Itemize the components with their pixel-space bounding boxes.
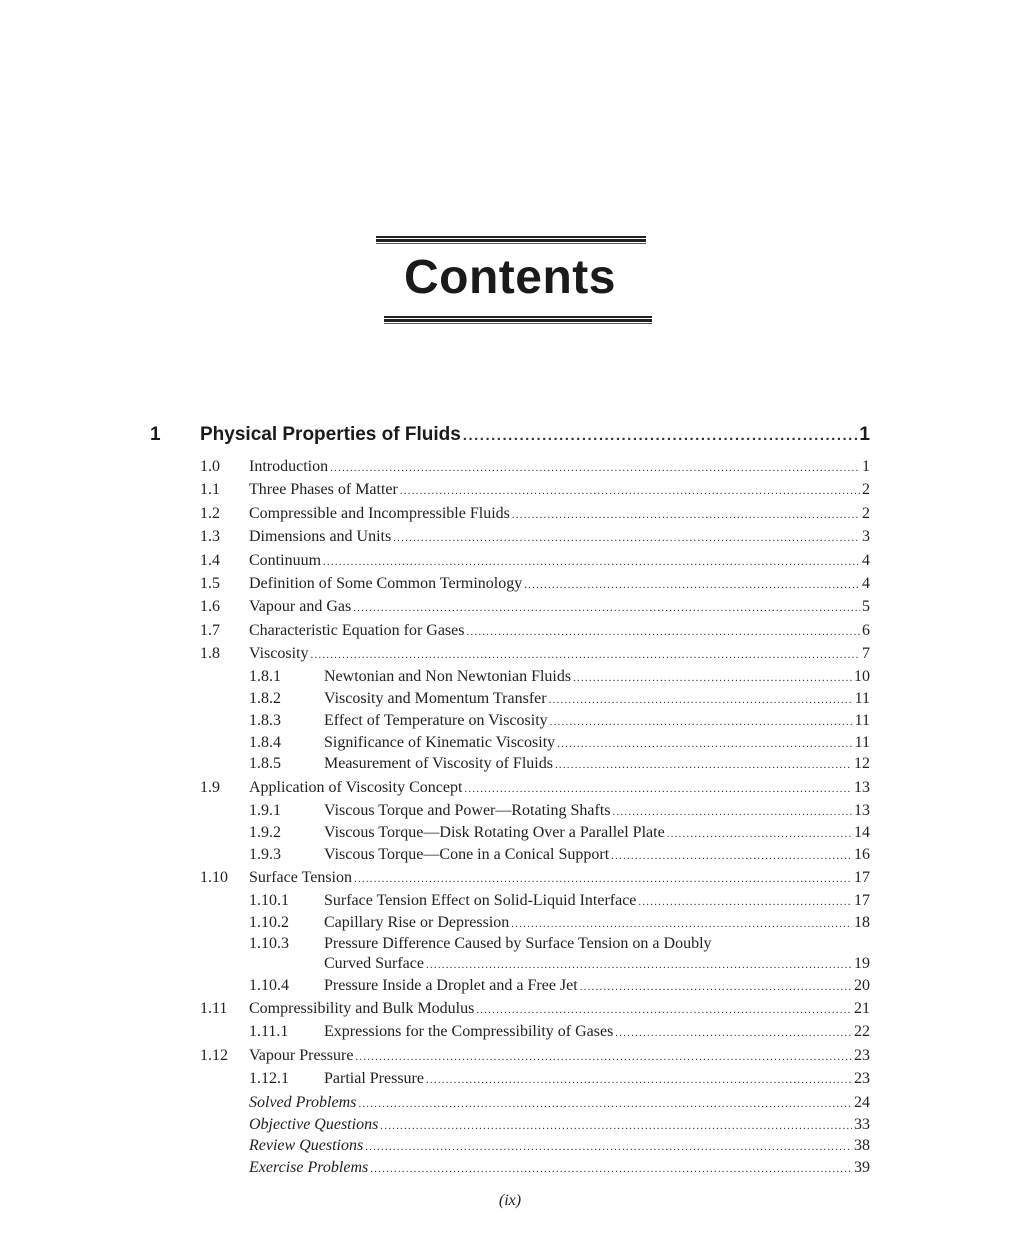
leader-dots	[354, 873, 852, 885]
section-number: 1.11	[200, 1000, 228, 1017]
leader-dots	[667, 828, 852, 840]
leader-dots	[611, 850, 852, 862]
toc-subentry[interactable]	[249, 914, 870, 936]
toc-subentry[interactable]	[249, 977, 870, 999]
subsection-page: 13	[854, 802, 870, 819]
end-matter-title: Objective Questions	[249, 1116, 379, 1133]
subsection-title: Capillary Rise or Depression	[324, 914, 510, 931]
toc-entry[interactable]	[200, 645, 870, 667]
section-number: 1.8	[200, 645, 220, 662]
section-page: 21	[854, 1000, 870, 1017]
section-page: 23	[854, 1047, 870, 1064]
subsection-number: 1.10.4	[249, 977, 289, 994]
section-page: 13	[854, 779, 870, 796]
section-number: 1.9	[200, 779, 220, 796]
subsection-number: 1.8.1	[249, 668, 281, 685]
chapter-page: 1	[859, 424, 870, 445]
section-page: 5	[862, 598, 870, 615]
leader-dots	[380, 1120, 852, 1132]
section-title: Introduction	[249, 458, 329, 475]
subsection-title: Surface Tension Effect on Solid-Liquid Interface	[324, 892, 637, 909]
section-page: 7	[862, 645, 870, 662]
toc-subentry[interactable]	[249, 1070, 870, 1092]
end-matter-page: 38	[854, 1137, 870, 1154]
subsection-page: 14	[854, 824, 870, 841]
leader-dots	[557, 738, 852, 750]
title-rule-top	[376, 236, 646, 244]
toc-entry[interactable]	[200, 598, 870, 620]
section-number: 1.12	[200, 1047, 228, 1064]
subsection-title: Expressions for the Compressibility of Gases	[324, 1023, 614, 1040]
subsection-title: Viscous Torque and Power—Rotating Shafts	[324, 802, 611, 819]
subsection-page: 22	[854, 1023, 870, 1040]
toc-subentry[interactable]	[249, 1023, 870, 1045]
toc-subentry[interactable]	[249, 668, 870, 690]
section-number: 1.2	[200, 505, 220, 522]
toc-entry[interactable]	[200, 505, 870, 527]
leader-dots	[330, 462, 860, 474]
end-matter-title: Exercise Problems	[249, 1159, 369, 1176]
toc-chapter-1[interactable]	[150, 424, 870, 450]
leader-dots	[612, 806, 852, 818]
section-title: Vapour and Gas	[249, 598, 352, 615]
section-page: 6	[862, 622, 870, 639]
toc-end-matter-solved-problems[interactable]	[249, 1094, 870, 1116]
end-matter-title: Solved Problems	[249, 1094, 357, 1111]
subsection-number: 1.11.1	[249, 1023, 289, 1040]
toc-end-matter-review-questions[interactable]	[249, 1137, 870, 1159]
section-title: Viscosity	[249, 645, 309, 662]
toc-entry[interactable]	[200, 575, 870, 597]
leader-dots	[310, 649, 860, 661]
toc-entry[interactable]	[200, 1000, 870, 1022]
chapter-title: Physical Properties of Fluids	[200, 424, 461, 445]
subsection-title: Significance of Kinematic Viscosity	[324, 734, 556, 751]
leader-dots	[370, 1163, 852, 1175]
subsection-title: Viscous Torque—Disk Rotating Over a Parallel Plate	[324, 824, 665, 841]
chapter-number: 1	[150, 424, 161, 445]
section-page: 3	[862, 528, 870, 545]
section-title: Vapour Pressure	[249, 1047, 354, 1064]
leader-dots	[400, 485, 860, 497]
end-matter-page: 24	[854, 1094, 870, 1111]
toc-entry[interactable]	[200, 481, 870, 503]
section-title: Definition of Some Common Terminology	[249, 575, 523, 592]
subsection-page: 16	[854, 846, 870, 863]
section-title: Compressible and Incompressible Fluids	[249, 505, 510, 522]
subsection-number: 1.8.2	[249, 690, 281, 707]
leader-dots	[511, 918, 852, 930]
subsection-number: 1.12.1	[249, 1070, 289, 1087]
end-matter-title: Review Questions	[249, 1137, 364, 1154]
toc-end-matter-exercise-problems[interactable]	[249, 1159, 870, 1181]
section-title: Characteristic Equation for Gases	[249, 622, 465, 639]
end-matter-page: 39	[854, 1159, 870, 1176]
section-title: Dimensions and Units	[249, 528, 392, 545]
leader-dots	[573, 672, 852, 684]
toc-entry[interactable]	[200, 622, 870, 644]
subsection-page: 17	[854, 892, 870, 909]
toc-subentry[interactable]	[249, 690, 870, 712]
subsection-number: 1.8.3	[249, 712, 281, 729]
subsection-page: 19	[854, 955, 870, 972]
leader-dots	[476, 1004, 852, 1016]
section-title: Compressibility and Bulk Modulus	[249, 1000, 475, 1017]
section-number: 1.4	[200, 552, 220, 569]
leader-dots	[550, 716, 853, 728]
section-number: 1.5	[200, 575, 220, 592]
section-page: 4	[862, 552, 870, 569]
section-number: 1.7	[200, 622, 220, 639]
title-rule-bottom	[384, 316, 652, 324]
subsection-title: Pressure Difference Caused by Surface Tension on a Doubly	[324, 935, 712, 952]
subsection-page: 11	[854, 712, 870, 729]
section-number: 1.6	[200, 598, 220, 615]
section-number: 1.3	[200, 528, 220, 545]
leader-dots	[555, 759, 852, 771]
leader-dots	[353, 602, 860, 614]
toc-entry[interactable]	[200, 869, 870, 891]
leader-dots	[463, 427, 858, 444]
leader-dots	[393, 532, 860, 544]
subsection-page: 23	[854, 1070, 870, 1087]
subsection-page: 11	[854, 734, 870, 751]
leader-dots	[615, 1027, 852, 1039]
subsection-title-continued: Curved Surface	[324, 955, 424, 972]
subsection-title: Effect of Temperature on Viscosity	[324, 712, 548, 729]
leader-dots	[358, 1098, 852, 1110]
subsection-number: 1.8.5	[249, 755, 281, 772]
subsection-number: 1.10.1	[249, 892, 289, 909]
section-page: 17	[854, 869, 870, 886]
toc-end-matter-objective-questions[interactable]	[249, 1116, 870, 1138]
leader-dots	[524, 579, 860, 591]
section-number: 1.0	[200, 458, 220, 475]
leader-dots	[638, 896, 852, 908]
toc-subentry[interactable]	[249, 802, 870, 824]
toc-subentry[interactable]	[249, 734, 870, 756]
subsection-page: 11	[854, 690, 870, 707]
leader-dots	[580, 981, 852, 993]
leader-dots	[466, 626, 860, 638]
leader-dots	[365, 1141, 852, 1153]
section-title: Surface Tension	[249, 869, 352, 886]
leader-dots	[426, 959, 852, 971]
subsection-number: 1.8.4	[249, 734, 281, 751]
leader-dots	[426, 1074, 852, 1086]
subsection-page: 10	[854, 668, 870, 685]
section-page: 2	[862, 481, 870, 498]
subsection-number: 1.10.2	[249, 914, 289, 931]
toc-subentry[interactable]	[249, 712, 870, 734]
section-page: 1	[862, 458, 870, 475]
leader-dots	[549, 694, 853, 706]
page-number-footer: (ix)	[498, 1192, 522, 1209]
leader-dots	[355, 1051, 852, 1063]
leader-dots	[512, 509, 860, 521]
end-matter-page: 33	[854, 1116, 870, 1133]
leader-dots	[464, 783, 852, 795]
subsection-number: 1.9.2	[249, 824, 281, 841]
toc-subentry[interactable]	[249, 892, 870, 914]
section-title: Continuum	[249, 552, 322, 569]
toc-subentry[interactable]	[249, 935, 870, 979]
subsection-title: Newtonian and Non Newtonian Fluids	[324, 668, 572, 685]
section-page: 4	[862, 575, 870, 592]
subsection-number: 1.9.3	[249, 846, 281, 863]
toc-entry[interactable]	[200, 528, 870, 550]
subsection-title: Viscosity and Momentum Transfer	[324, 690, 547, 707]
section-title: Three Phases of Matter	[249, 481, 398, 498]
subsection-title: Pressure Inside a Droplet and a Free Jet	[324, 977, 578, 994]
subsection-page: 18	[854, 914, 870, 931]
leader-dots	[323, 556, 860, 568]
toc-subentry[interactable]	[249, 755, 870, 777]
toc-entry[interactable]	[200, 779, 870, 801]
section-number: 1.1	[200, 481, 220, 498]
section-title: Application of Viscosity Concept	[249, 779, 463, 796]
subsection-page: 12	[854, 755, 870, 772]
toc-subentry[interactable]	[249, 846, 870, 868]
subsection-title: Measurement of Viscosity of Fluids	[324, 755, 553, 772]
subsection-page: 20	[854, 977, 870, 994]
page-title: Contents	[404, 251, 616, 304]
toc-entry[interactable]	[200, 1047, 870, 1069]
toc-entry[interactable]	[200, 552, 870, 574]
subsection-number: 1.10.3	[249, 935, 289, 952]
toc-subentry[interactable]	[249, 824, 870, 846]
section-number: 1.10	[200, 869, 228, 886]
subsection-title: Partial Pressure	[324, 1070, 424, 1087]
section-page: 2	[862, 505, 870, 522]
subsection-number: 1.9.1	[249, 802, 281, 819]
toc-entry[interactable]	[200, 458, 870, 480]
subsection-title: Viscous Torque—Cone in a Conical Support	[324, 846, 610, 863]
